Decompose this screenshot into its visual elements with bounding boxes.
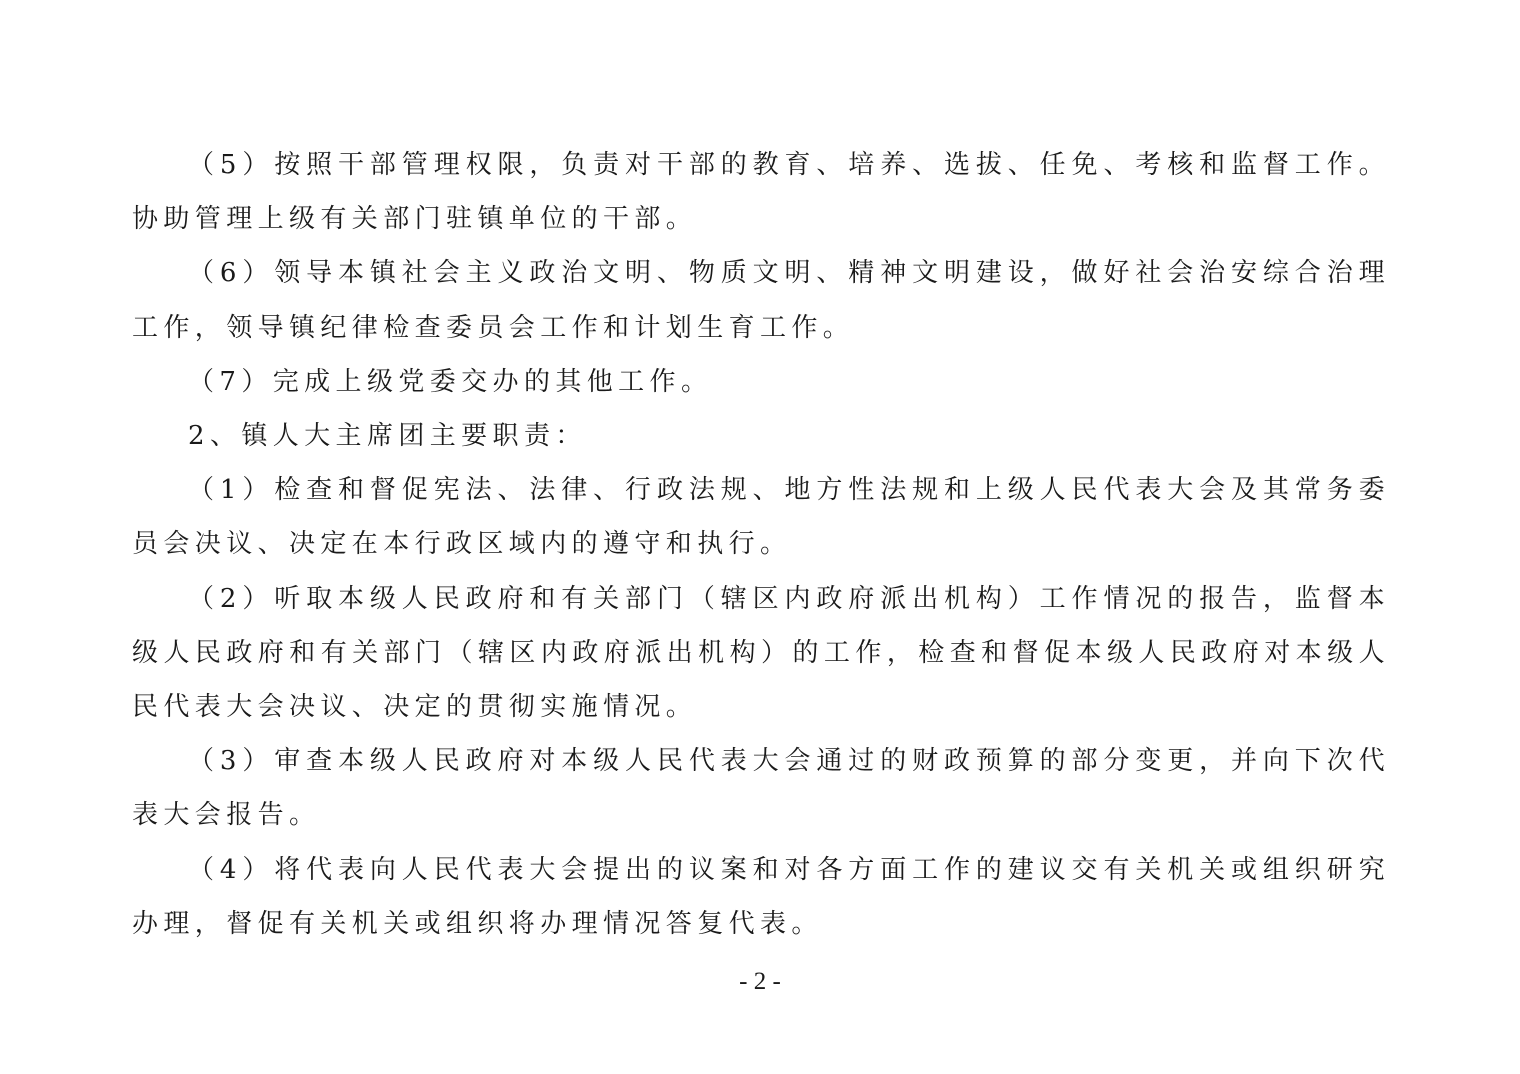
paragraph-presidium-duty-3: （3）审查本级人民政府对本级人民代表大会通过的财政预算的部分变更，并向下次代表大会报告。 (132, 746, 1390, 831)
document-body (132, 138, 1390, 951)
paragraph-duty-7: （7）完成上级党委交办的其他工作。 (188, 366, 713, 397)
section-heading-presidium: 2、镇人大主席团主要职责： (188, 421, 587, 452)
page-number: - 2 - (739, 968, 781, 995)
paragraph-presidium-duty-1: （1）检查和督促宪法、法律、行政法规、地方性法规和上级人民代表大会及其常务委员会决议、决定在本行政区域内的遵守和执行。 (132, 475, 1390, 560)
paragraph-presidium-duty-2: （2）听取本级人民政府和有关部门（辖区内政府派出机构）工作情况的报告，监督本级人民政府和有关部门（辖区内政府派出机构）的工作，检查和督促本级人民政府对本级人民代表大会决议、决定的贯彻实施情况。 (132, 583, 1390, 723)
paragraph-presidium-duty-4: （4）将代表向人民代表大会提出的议案和对各方面工作的建议交有关机关或组织研究办理，督促有关机关或组织将办理情况答复代表。 (132, 854, 1390, 939)
paragraph-duty-5: （5）按照干部管理权限，负责对干部的教育、培养、选拔、任免、考核和监督工作。协助管理上级有关部门驻镇单位的干部。 (132, 150, 1390, 235)
paragraph-duty-6: （6）领导本镇社会主义政治文明、物质文明、精神文明建设，做好社会治安综合治理工作，领导镇纪律检查委员会工作和计划生育工作。 (132, 258, 1390, 343)
